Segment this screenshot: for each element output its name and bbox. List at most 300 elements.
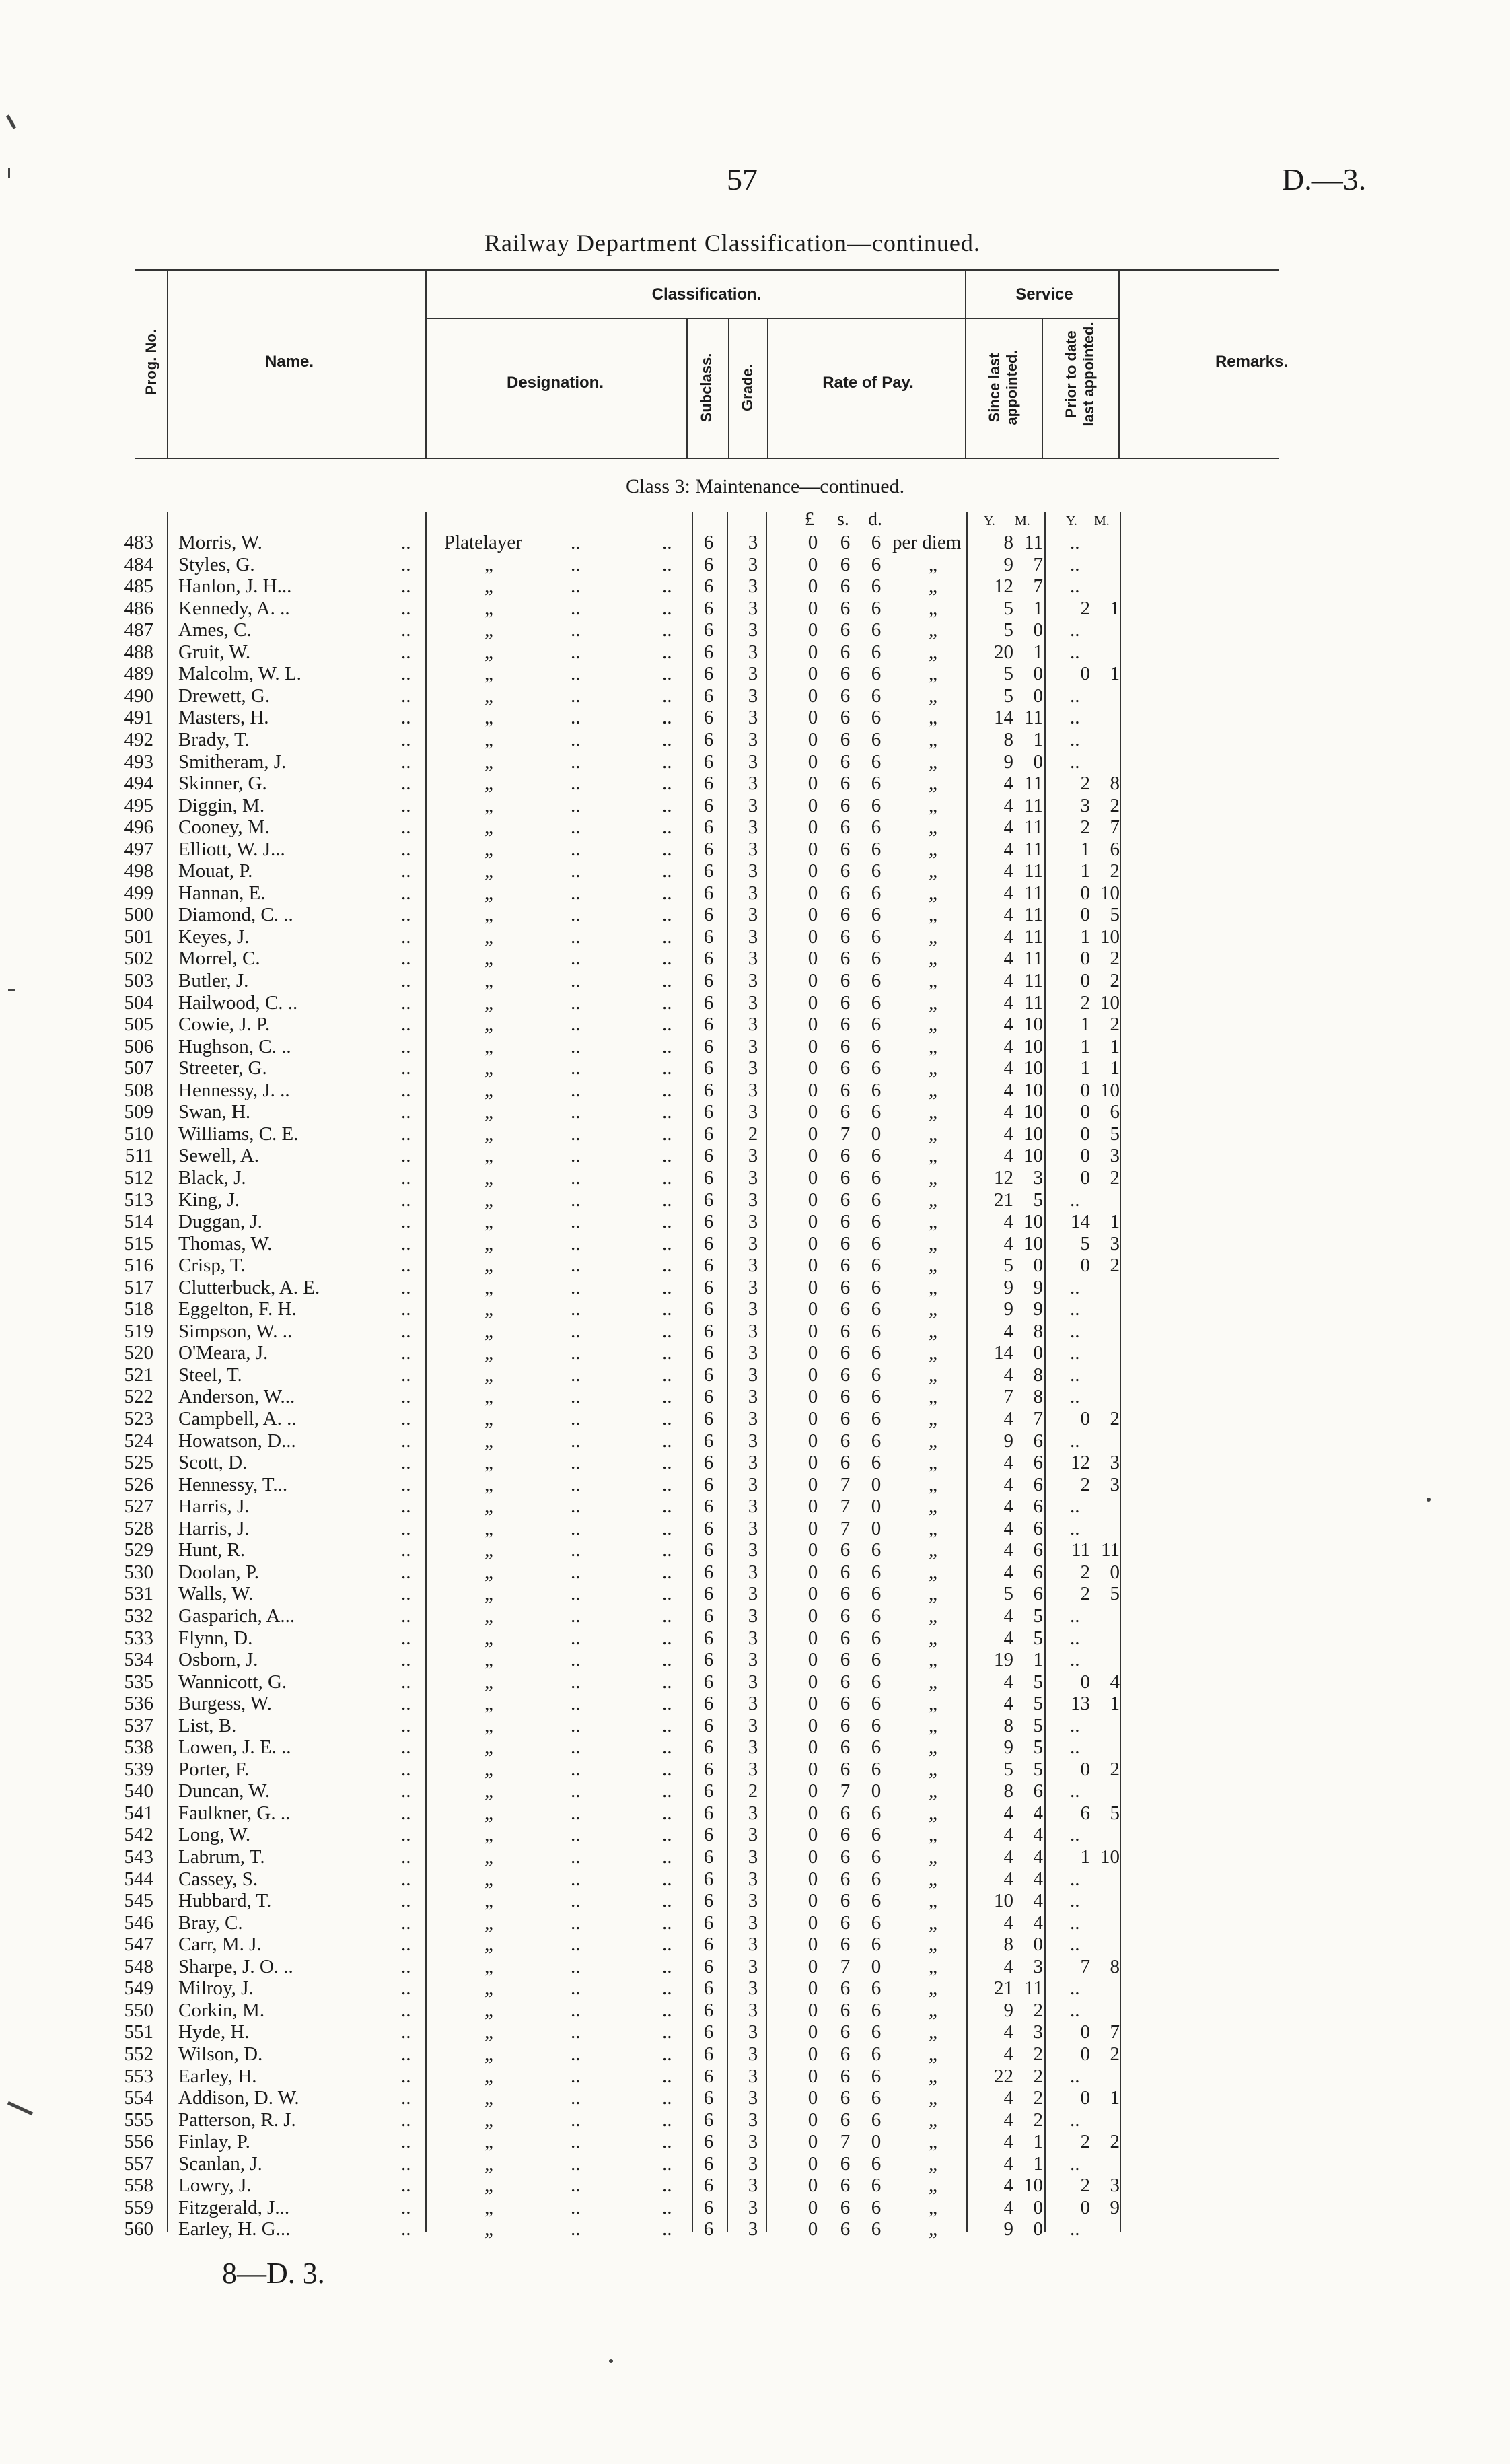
pay-pounds: 0: [807, 707, 818, 729]
service-since-months: 8: [1033, 1320, 1043, 1342]
subclass: 6: [703, 1934, 714, 1956]
pay-shillings: 6: [840, 2152, 851, 2175]
subclass: 6: [703, 619, 714, 641]
table-row: [0, 663, 1510, 685]
service-since-months: 1: [1033, 1649, 1043, 1671]
service-prior-years: 2: [1080, 1473, 1090, 1495]
grade: 3: [748, 750, 758, 773]
ditto-mark: „: [929, 2087, 937, 2109]
grade: 3: [748, 1452, 758, 1474]
grade: 3: [748, 684, 758, 707]
ditto-mark: „: [929, 1079, 937, 1101]
subclass: 6: [703, 1999, 714, 2021]
pay-pence: 6: [871, 728, 882, 750]
service-prior-years: 5: [1080, 1232, 1090, 1255]
table-row: [0, 2043, 1510, 2066]
table-row: [0, 1321, 1510, 1343]
service-prior-months: 7: [1110, 2021, 1120, 2043]
leader-dots: ..: [401, 1211, 411, 1233]
leader-dots: ..: [662, 1211, 672, 1233]
pay-shillings: 6: [840, 1890, 851, 1912]
pay-pence: 6: [871, 991, 882, 1014]
leader-dots: ..: [571, 1342, 581, 1364]
service-since-months: 4: [1033, 1911, 1043, 1934]
subclass: 6: [703, 750, 714, 773]
subclass: 6: [703, 1342, 714, 1364]
service-since-months: 10: [1023, 1232, 1043, 1255]
prog-no: 493: [124, 750, 153, 773]
leader-dots: ..: [1070, 1780, 1080, 1802]
pay-pounds: 0: [807, 1189, 818, 1211]
service-since-years: 8: [1003, 728, 1013, 750]
service-since-months: 11: [1024, 904, 1043, 926]
pay-shillings: 6: [840, 1145, 851, 1167]
pay-shillings: 6: [840, 1166, 851, 1189]
ditto-mark: „: [484, 925, 493, 948]
prog-no: 553: [124, 2065, 153, 2087]
service-since-months: 11: [1024, 882, 1043, 904]
leader-dots: ..: [662, 1977, 672, 2000]
pay-pence: 6: [871, 2218, 882, 2241]
pay-shillings: 6: [840, 1605, 851, 1627]
service-prior-months: 6: [1110, 838, 1120, 860]
leader-dots: ..: [1070, 707, 1080, 729]
pay-pounds: 0: [807, 663, 818, 685]
ditto-mark: „: [484, 1911, 493, 1934]
pay-pounds: 0: [807, 970, 818, 991]
service-since-years: 4: [1003, 1101, 1013, 1123]
pay-pence: 6: [871, 773, 882, 795]
prog-no: 504: [124, 991, 153, 1014]
subclass: 6: [703, 838, 714, 860]
leader-dots: ..: [401, 1890, 411, 1912]
ditto-mark: „: [929, 2175, 937, 2197]
pay-pounds: 0: [807, 619, 818, 641]
ditto-mark: „: [929, 1758, 937, 1780]
pay-pounds: 0: [807, 1057, 818, 1080]
leader-dots: ..: [662, 2043, 672, 2065]
column-rule: [1042, 318, 1043, 458]
unit-months-prior: M.: [1094, 514, 1110, 528]
service-since-months: 11: [1024, 860, 1043, 882]
table-row: [0, 1539, 1510, 1561]
grade: 3: [748, 1846, 758, 1868]
grade: 3: [748, 1890, 758, 1912]
subclass: 6: [703, 1824, 714, 1846]
service-prior-months: 5: [1110, 1802, 1120, 1824]
service-since-years: 4: [1003, 860, 1013, 882]
leader-dots: ..: [662, 1101, 672, 1123]
subclass: 6: [703, 970, 714, 991]
ditto-mark: „: [484, 2152, 493, 2175]
service-prior-months: 2: [1110, 1166, 1120, 1189]
service-prior-months: 10: [1100, 1079, 1120, 1101]
service-prior-years: 1: [1080, 838, 1090, 860]
ditto-mark: „: [484, 1255, 493, 1277]
ditto-mark: „: [929, 1780, 937, 1802]
leader-dots: ..: [662, 925, 672, 948]
service-since-months: 5: [1033, 1670, 1043, 1693]
prog-no: 537: [124, 1714, 153, 1736]
leader-dots: ..: [662, 1890, 672, 1912]
leader-dots: ..: [571, 1189, 581, 1211]
ditto-mark: „: [929, 641, 937, 663]
pay-pence: 6: [871, 1802, 882, 1824]
pay-pence: 6: [871, 1670, 882, 1693]
employee-name: Patterson, R. J.: [178, 2109, 296, 2131]
service-prior-years: 2: [1080, 991, 1090, 1014]
table-row: [0, 1583, 1510, 1605]
pay-pence: 6: [871, 1430, 882, 1452]
leader-dots: ..: [571, 948, 581, 970]
ditto-mark: „: [929, 904, 937, 926]
pay-pounds: 0: [807, 1649, 818, 1671]
pay-pounds: 0: [807, 1364, 818, 1386]
table-row: [0, 839, 1510, 861]
employee-name: Simpson, W. ..: [178, 1320, 293, 1342]
table-row: [0, 1167, 1510, 1189]
leader-dots: ..: [571, 1736, 581, 1759]
leader-dots: ..: [1070, 1189, 1080, 1211]
ditto-mark: „: [929, 2065, 937, 2087]
service-prior-years: 0: [1080, 2196, 1090, 2218]
grade: 3: [748, 1693, 758, 1715]
ditto-mark: „: [484, 2043, 493, 2065]
service-since-months: 2: [1033, 2087, 1043, 2109]
pay-pounds: 0: [807, 2109, 818, 2131]
service-since-months: 10: [1023, 2175, 1043, 2197]
service-prior-months: 2: [1110, 970, 1120, 991]
service-since-years: 8: [1003, 1934, 1013, 1956]
table-row: [0, 1912, 1510, 1934]
pay-pence: 6: [871, 684, 882, 707]
prog-no: 539: [124, 1758, 153, 1780]
ditto-mark: „: [929, 728, 937, 750]
table-row: [0, 1014, 1510, 1036]
grade: 3: [748, 1539, 758, 1561]
leader-dots: ..: [401, 1955, 411, 1977]
leader-dots: ..: [401, 1386, 411, 1408]
employee-name: Hubbard, T.: [178, 1890, 272, 1912]
pay-shillings: 7: [840, 2131, 851, 2153]
pay-pence: 6: [871, 1189, 882, 1211]
subclass: 6: [703, 925, 714, 948]
service-since-months: 11: [1024, 816, 1043, 839]
leader-dots: ..: [1070, 1430, 1080, 1452]
pay-pounds: 0: [807, 773, 818, 795]
prog-no: 511: [124, 1145, 153, 1167]
grade: 3: [748, 948, 758, 970]
prog-no: 523: [124, 1408, 153, 1430]
leader-dots: ..: [662, 1802, 672, 1824]
leader-dots: ..: [401, 2175, 411, 2197]
employee-name: Thomas, W.: [178, 1232, 273, 1255]
ditto-mark: „: [484, 641, 493, 663]
grade: 3: [748, 2065, 758, 2087]
grade: 3: [748, 532, 758, 553]
employee-name: Diamond, C. ..: [178, 904, 293, 926]
leader-dots: ..: [662, 1517, 672, 1539]
service-since-years: 9: [1003, 553, 1013, 575]
employee-name: Wilson, D.: [178, 2043, 263, 2065]
pay-shillings: 6: [840, 1189, 851, 1211]
pay-pounds: 0: [807, 1758, 818, 1780]
table-row: [0, 795, 1510, 817]
employee-name: Keyes, J.: [178, 925, 250, 948]
ditto-mark: „: [929, 1014, 937, 1036]
pay-shillings: 6: [840, 991, 851, 1014]
leader-dots: ..: [571, 1539, 581, 1561]
leader-dots: ..: [662, 707, 672, 729]
employee-name: Butler, J.: [178, 970, 249, 991]
pay-pence: 6: [871, 1846, 882, 1868]
service-since-months: 11: [1024, 970, 1043, 991]
leader-dots: ..: [571, 1386, 581, 1408]
table-row: [0, 751, 1510, 773]
grade: 2: [748, 1780, 758, 1802]
prog-no: 497: [124, 838, 153, 860]
ditto-mark: „: [484, 1452, 493, 1474]
grade: 3: [748, 1255, 758, 1277]
leader-dots: ..: [1070, 684, 1080, 707]
leader-dots: ..: [662, 1035, 672, 1057]
service-prior-years: 11: [1071, 1539, 1090, 1561]
ditto-mark: „: [484, 1014, 493, 1036]
prog-no: 517: [124, 1276, 153, 1298]
ditto-mark: „: [929, 1255, 937, 1277]
leader-dots: ..: [571, 1714, 581, 1736]
prog-no: 516: [124, 1255, 153, 1277]
leader-dots: ..: [662, 1780, 672, 1802]
leader-dots: ..: [571, 641, 581, 663]
table-row: [0, 598, 1510, 620]
employee-name: Burgess, W.: [178, 1693, 272, 1715]
grade: 3: [748, 707, 758, 729]
prog-no: 515: [124, 1232, 153, 1255]
service-since-months: 10: [1023, 1035, 1043, 1057]
employee-name: Hughson, C. ..: [178, 1035, 291, 1057]
table-row: [0, 1452, 1510, 1474]
subclass: 6: [703, 1605, 714, 1627]
document-code: D.—3.: [1282, 162, 1367, 197]
prog-no: 487: [124, 619, 153, 641]
employee-name: Cassey, S.: [178, 1868, 258, 1890]
service-since-years: 4: [1003, 838, 1013, 860]
ditto-mark: „: [929, 1430, 937, 1452]
pay-shillings: 6: [840, 2021, 851, 2043]
table-row: [0, 729, 1510, 751]
pay-shillings: 6: [840, 838, 851, 860]
header-remarks: Remarks.: [1215, 353, 1289, 371]
table-row: [0, 1036, 1510, 1058]
prog-no: 541: [124, 1802, 153, 1824]
ditto-mark: „: [484, 1955, 493, 1977]
leader-dots: ..: [662, 2109, 672, 2131]
table-row: [0, 2131, 1510, 2153]
grade: 3: [748, 1035, 758, 1057]
pay-pounds: 0: [807, 1276, 818, 1298]
table-row: [0, 1561, 1510, 1584]
leader-dots: ..: [662, 1955, 672, 1977]
ditto-mark: „: [484, 1342, 493, 1364]
leader-dots: ..: [1070, 1627, 1080, 1649]
leader-dots: ..: [571, 1255, 581, 1277]
prog-no: 519: [124, 1320, 153, 1342]
table-row: [0, 1233, 1510, 1255]
service-prior-months: 3: [1110, 2175, 1120, 2197]
header-top-rule: [135, 269, 1279, 271]
leader-dots: ..: [571, 2021, 581, 2043]
leader-dots: ..: [662, 597, 672, 619]
prog-no: 534: [124, 1649, 153, 1671]
pay-shillings: 7: [840, 1517, 851, 1539]
service-since-years: 4: [1003, 1232, 1013, 1255]
employee-name: Crisp, T.: [178, 1255, 246, 1277]
leader-dots: ..: [1070, 1386, 1080, 1408]
pay-shillings: 6: [840, 553, 851, 575]
service-since-years: 4: [1003, 1605, 1013, 1627]
leader-dots: ..: [1070, 1605, 1080, 1627]
table-row: [0, 1846, 1510, 1868]
ditto-mark: „: [929, 794, 937, 816]
prog-no: 549: [124, 1977, 153, 2000]
table-row: [0, 2175, 1510, 2197]
pay-pence: 6: [871, 2065, 882, 2087]
service-prior-years: 0: [1080, 1255, 1090, 1277]
leader-dots: ..: [662, 948, 672, 970]
service-since-months: 7: [1033, 553, 1043, 575]
service-prior-years: 2: [1080, 1561, 1090, 1583]
service-prior-years: 13: [1071, 1693, 1090, 1715]
ditto-mark: „: [929, 619, 937, 641]
ditto-mark: „: [929, 663, 937, 685]
leader-dots: ..: [401, 1232, 411, 1255]
table-row: [0, 816, 1510, 839]
ditto-mark: „: [484, 991, 493, 1014]
table-row: [0, 1057, 1510, 1080]
prog-no: 495: [124, 794, 153, 816]
ditto-mark: „: [484, 1232, 493, 1255]
leader-dots: ..: [1070, 1517, 1080, 1539]
prog-no: 506: [124, 1035, 153, 1057]
leader-dots: ..: [662, 1320, 672, 1342]
ditto-mark: „: [929, 1452, 937, 1474]
leader-dots: ..: [401, 1495, 411, 1518]
employee-name: Skinner, G.: [178, 773, 267, 795]
service-prior-months: 0: [1110, 1561, 1120, 1583]
service-since-years: 4: [1003, 1693, 1013, 1715]
leader-dots: ..: [571, 1583, 581, 1605]
subclass: 6: [703, 1868, 714, 1890]
pay-pounds: 0: [807, 1802, 818, 1824]
leader-dots: ..: [401, 553, 411, 575]
ditto-mark: „: [929, 1145, 937, 1167]
service-since-months: 6: [1033, 1539, 1043, 1561]
service-since-years: 4: [1003, 1670, 1013, 1693]
pay-pounds: 0: [807, 641, 818, 663]
leader-dots: ..: [571, 816, 581, 839]
service-prior-years: 2: [1080, 597, 1090, 619]
leader-dots: ..: [662, 1298, 672, 1321]
table-row: [0, 2021, 1510, 2043]
leader-dots: ..: [571, 1934, 581, 1956]
service-prior-years: 1: [1080, 1014, 1090, 1036]
ditto-mark: „: [484, 904, 493, 926]
employee-name: Clutterbuck, A. E.: [178, 1276, 320, 1298]
service-since-years: 4: [1003, 1561, 1013, 1583]
ditto-mark: „: [929, 1583, 937, 1605]
prog-no: 505: [124, 1014, 153, 1036]
pay-pence: 6: [871, 1539, 882, 1561]
grade: 3: [748, 1057, 758, 1080]
leader-dots: ..: [662, 619, 672, 641]
leader-dots: ..: [662, 773, 672, 795]
pay-pounds: 0: [807, 2196, 818, 2218]
pay-shillings: 6: [840, 750, 851, 773]
subclass: 6: [703, 1145, 714, 1167]
prog-no: 529: [124, 1539, 153, 1561]
leader-dots: ..: [571, 750, 581, 773]
ditto-mark: „: [484, 2021, 493, 2043]
ditto-mark: „: [484, 1320, 493, 1342]
ditto-mark: „: [929, 707, 937, 729]
pay-pounds: 0: [807, 2152, 818, 2175]
pay-pence: 6: [871, 1079, 882, 1101]
scan-mark: [1427, 1498, 1431, 1502]
ditto-mark: „: [929, 1298, 937, 1321]
service-prior-years: 1: [1080, 925, 1090, 948]
ditto-mark: „: [484, 1364, 493, 1386]
leader-dots: ..: [662, 1583, 672, 1605]
service-prior-years: 0: [1080, 904, 1090, 926]
ditto-mark: „: [929, 2152, 937, 2175]
pay-pence: 0: [871, 2131, 882, 2153]
grade: 3: [748, 991, 758, 1014]
prog-no: 484: [124, 553, 153, 575]
subclass: 6: [703, 1364, 714, 1386]
subclass: 6: [703, 1890, 714, 1912]
pay-shillings: 6: [840, 1276, 851, 1298]
pay-pence: 6: [871, 1364, 882, 1386]
service-prior-months: 1: [1110, 1693, 1120, 1715]
leader-dots: ..: [401, 1189, 411, 1211]
leader-dots: ..: [401, 882, 411, 904]
service-since-years: 21: [994, 1189, 1013, 1211]
ditto-mark: „: [484, 2218, 493, 2241]
ditto-mark: „: [929, 991, 937, 1014]
ditto-mark: „: [484, 1649, 493, 1671]
leader-dots: ..: [662, 684, 672, 707]
grade: 3: [748, 575, 758, 598]
service-prior-months: 1: [1110, 597, 1120, 619]
leader-dots: ..: [1070, 2109, 1080, 2131]
ditto-mark: „: [929, 2043, 937, 2065]
pay-shillings: 6: [840, 904, 851, 926]
ditto-mark: „: [929, 925, 937, 948]
grade: 3: [748, 816, 758, 839]
service-prior-months: 7: [1110, 816, 1120, 839]
leader-dots: ..: [571, 1079, 581, 1101]
prog-no: 558: [124, 2175, 153, 2197]
leader-dots: ..: [401, 1999, 411, 2021]
pay-shillings: 7: [840, 1495, 851, 1518]
service-prior-months: 4: [1110, 1670, 1120, 1693]
leader-dots: ..: [662, 1539, 672, 1561]
ditto-mark: „: [484, 750, 493, 773]
service-since-months: 2: [1033, 2065, 1043, 2087]
pay-shillings: 6: [840, 2087, 851, 2109]
pay-shillings: 7: [840, 1123, 851, 1145]
